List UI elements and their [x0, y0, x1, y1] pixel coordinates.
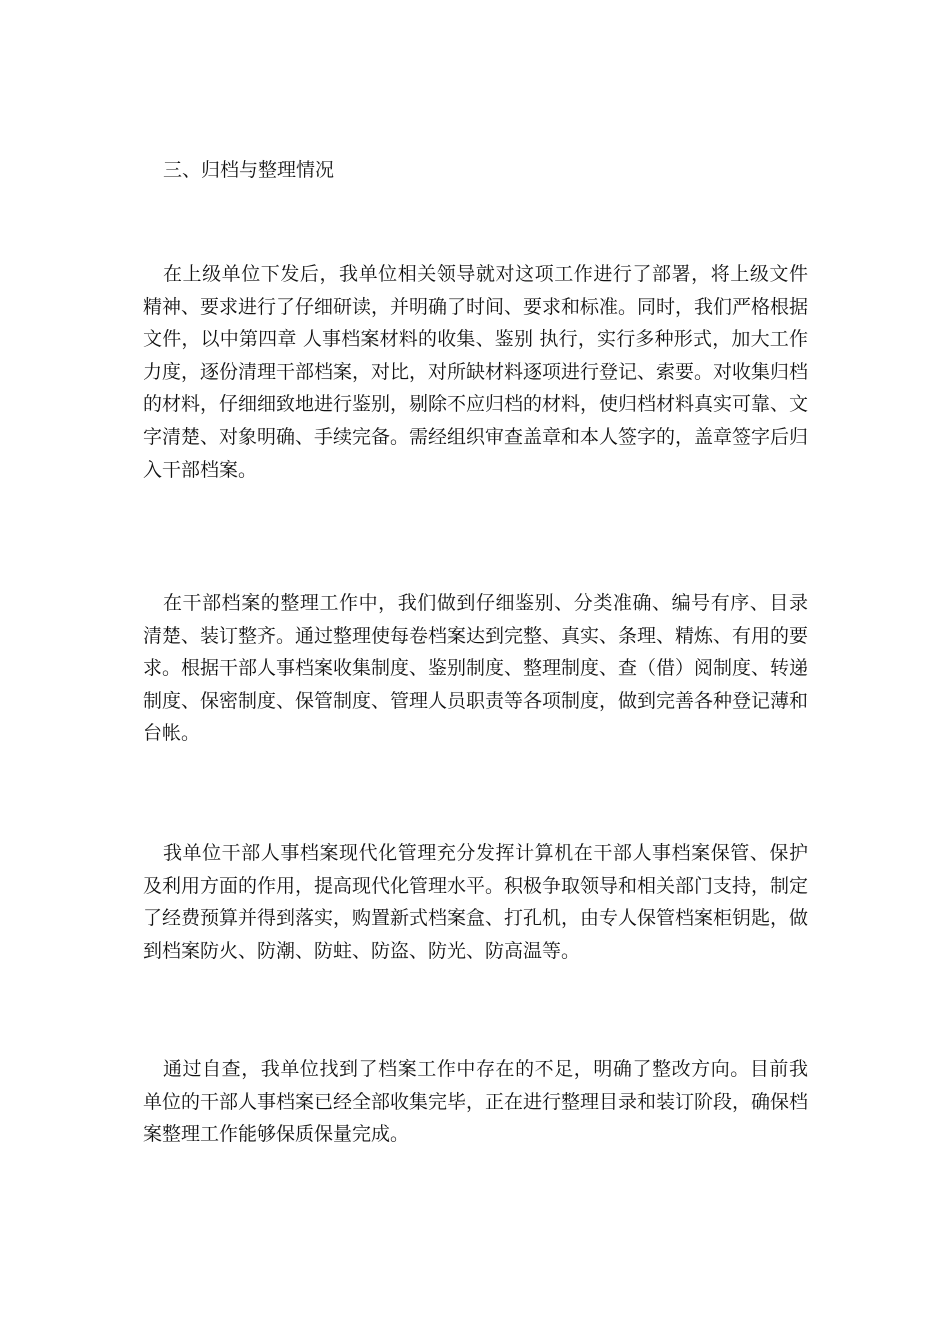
paragraph-filing-process: 在上级单位下发后，我单位相关领导就对这项工作进行了部署，将上级文件精神、要求进行了仔细研读，并明确了时间、要求和标准。同时，我们严格根据文件，以中第四章 人事档案材料的收集、鉴别 执行，实行多种形式，加大工作力度，逐份清理干部档案，对比，对所缺材料逐项进行登记、索要。对收集归档的材料，仔细细致地进行鉴别，剔除不应归档的材料，使归档材料真实可靠、文字清楚、对象明确、手续完备。需经组织审查盖章和本人签字的，盖章签字后归入干部档案。 — [143, 263, 809, 481]
paragraph-organizing-work: 在干部档案的整理工作中，我们做到仔细鉴别、分类准确、编号有序、目录清楚、装订整齐。通过整理使每卷档案达到完整、真实、条理、精炼、有用的要求。根据干部人事档案收集制度、鉴别制度、整理制度、查（借）阅制度、转递制度、保密制度、保管制度、管理人员职责等各项制度，做到完善各种登记薄和台帐。 — [143, 592, 809, 745]
section-heading: 三、归档与整理情况 — [163, 159, 335, 181]
paragraph-self-inspection: 通过自查，我单位找到了档案工作中存在的不足，明确了整改方向。目前我单位的干部人事档案已经全部收集完毕，正在进行整理目录和装订阶段，确保档案整理工作能够保质保量完成。 — [143, 1058, 809, 1146]
paragraph-modern-management: 我单位干部人事档案现代化管理充分发挥计算机在干部人事档案保管、保护及利用方面的作用，提高现代化管理水平。积极争取领导和相关部门支持，制定了经费预算并得到落实，购置新式档案盒、打孔机，由专人保管档案柜钥匙，做到档案防火、防潮、防蛀、防盗、防光、防高温等。 — [143, 842, 809, 962]
